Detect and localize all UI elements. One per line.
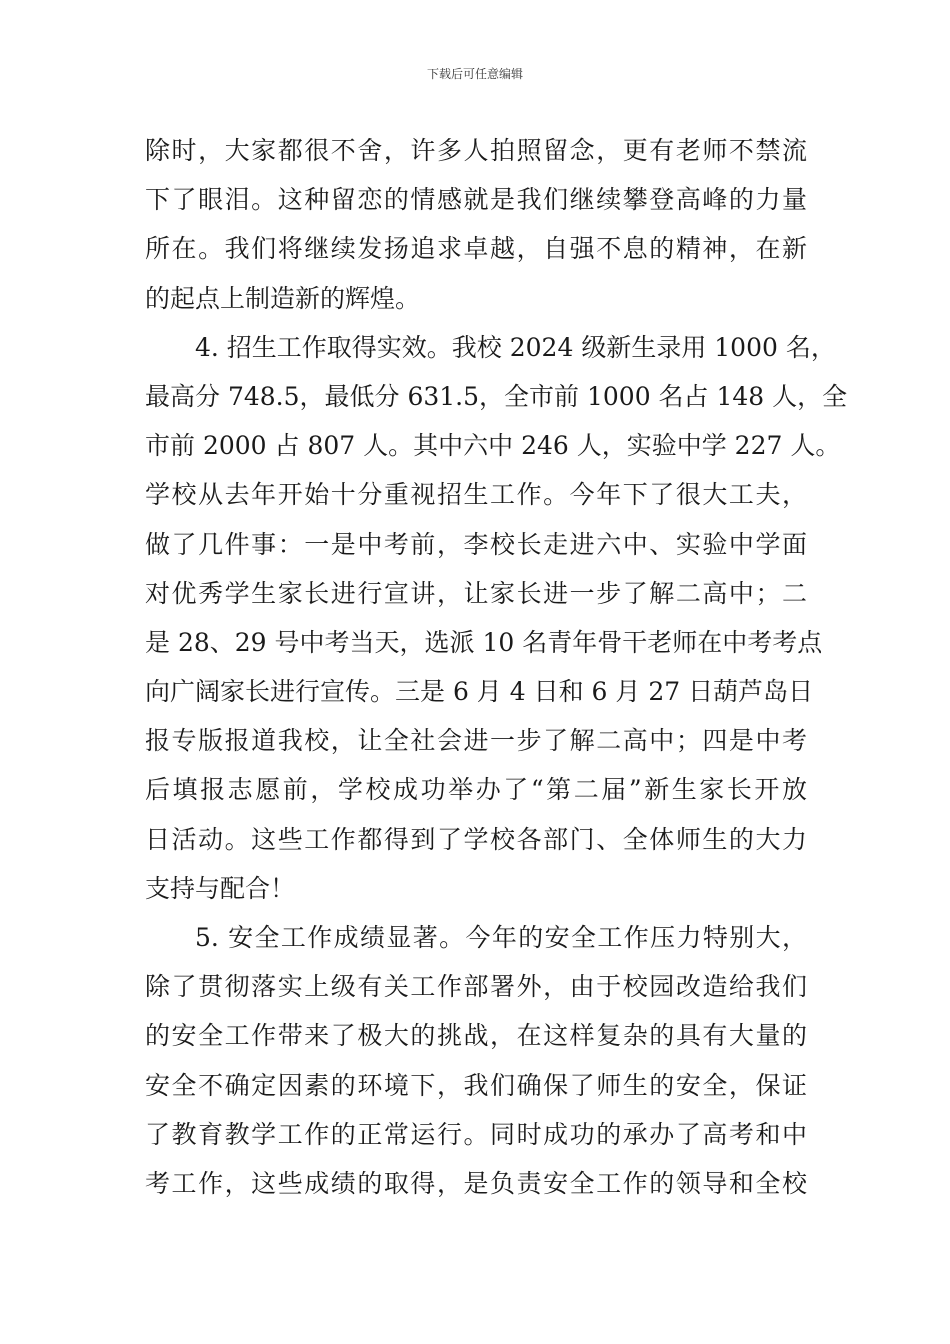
text-line: 支持与配合！: [145, 873, 296, 903]
text-line: 除时，大家都很不舍，许多人拍照留念，更有老师不禁流: [145, 136, 807, 165]
text-line: 对优秀学生家长进行宣讲，让家长进一步了解二高中；二: [145, 578, 807, 608]
page-header: 下载后可任意编辑: [426, 67, 523, 81]
paragraph-safety: [145, 913, 807, 1208]
text-line: 的起点上制造新的辉煌。: [145, 283, 421, 313]
text-line: 做了几件事：一是中考前，李校长走进六中、实验中学面: [145, 529, 807, 559]
text-line: 的安全工作带来了极大的挑战，在这样复杂的具有大量的: [145, 1021, 807, 1051]
text-line: 后填报志愿前，学校成功举办了“第二届”新生家长开放: [145, 775, 807, 805]
text-line: 考工作，这些成绩的取得，是负责安全工作的领导和全校: [145, 1168, 807, 1198]
text-line: 所在。我们将继续发扬追求卓越，自强不息的精神，在新: [145, 234, 807, 264]
text-line: 4. 招生工作取得实效。我校 2024 级新生录用 1000 名，: [195, 332, 836, 362]
text-line: 日活动。这些工作都得到了学校各部门、全体师生的大力: [145, 824, 807, 854]
text-line: 除了贯彻落实上级有关工作部署外，由于校园改造给我们: [145, 972, 807, 1002]
text-line: 安全不确定因素的环境下，我们确保了师生的安全，保证: [145, 1070, 807, 1100]
paragraph-enrollment: [145, 323, 848, 913]
text-line: 学校从去年开始十分重视招生工作。今年下了很大工夫，: [145, 480, 807, 510]
text-line: 向广阔家长进行宣传。三是 6 月 4 日和 6 月 27 日葫芦岛日: [145, 677, 814, 707]
text-line: 5. 安全工作成绩显著。今年的安全工作压力特别大，: [195, 923, 807, 952]
text-line: 最高分 748.5，最低分 631.5，全市前 1000 名占 148 人，全: [145, 381, 848, 411]
text-line: 是 28、29 号中考当天，选派 10 名青年骨干老师在中考考点: [145, 627, 823, 657]
text-line: 市前 2000 占 807 人。其中六中 246 人，实验中学 227 人。: [145, 431, 841, 461]
text-line: 下了眼泪。这种留恋的情感就是我们继续攀登高峰的力量: [145, 185, 807, 215]
paragraph-continuation: [145, 126, 807, 323]
text-line: 了教育教学工作的正常运行。同时成功的承办了高考和中: [145, 1119, 807, 1149]
text-line: 报专版报道我校，让全社会进一步了解二高中；四是中考: [145, 726, 807, 756]
document-body: [145, 126, 848, 1208]
